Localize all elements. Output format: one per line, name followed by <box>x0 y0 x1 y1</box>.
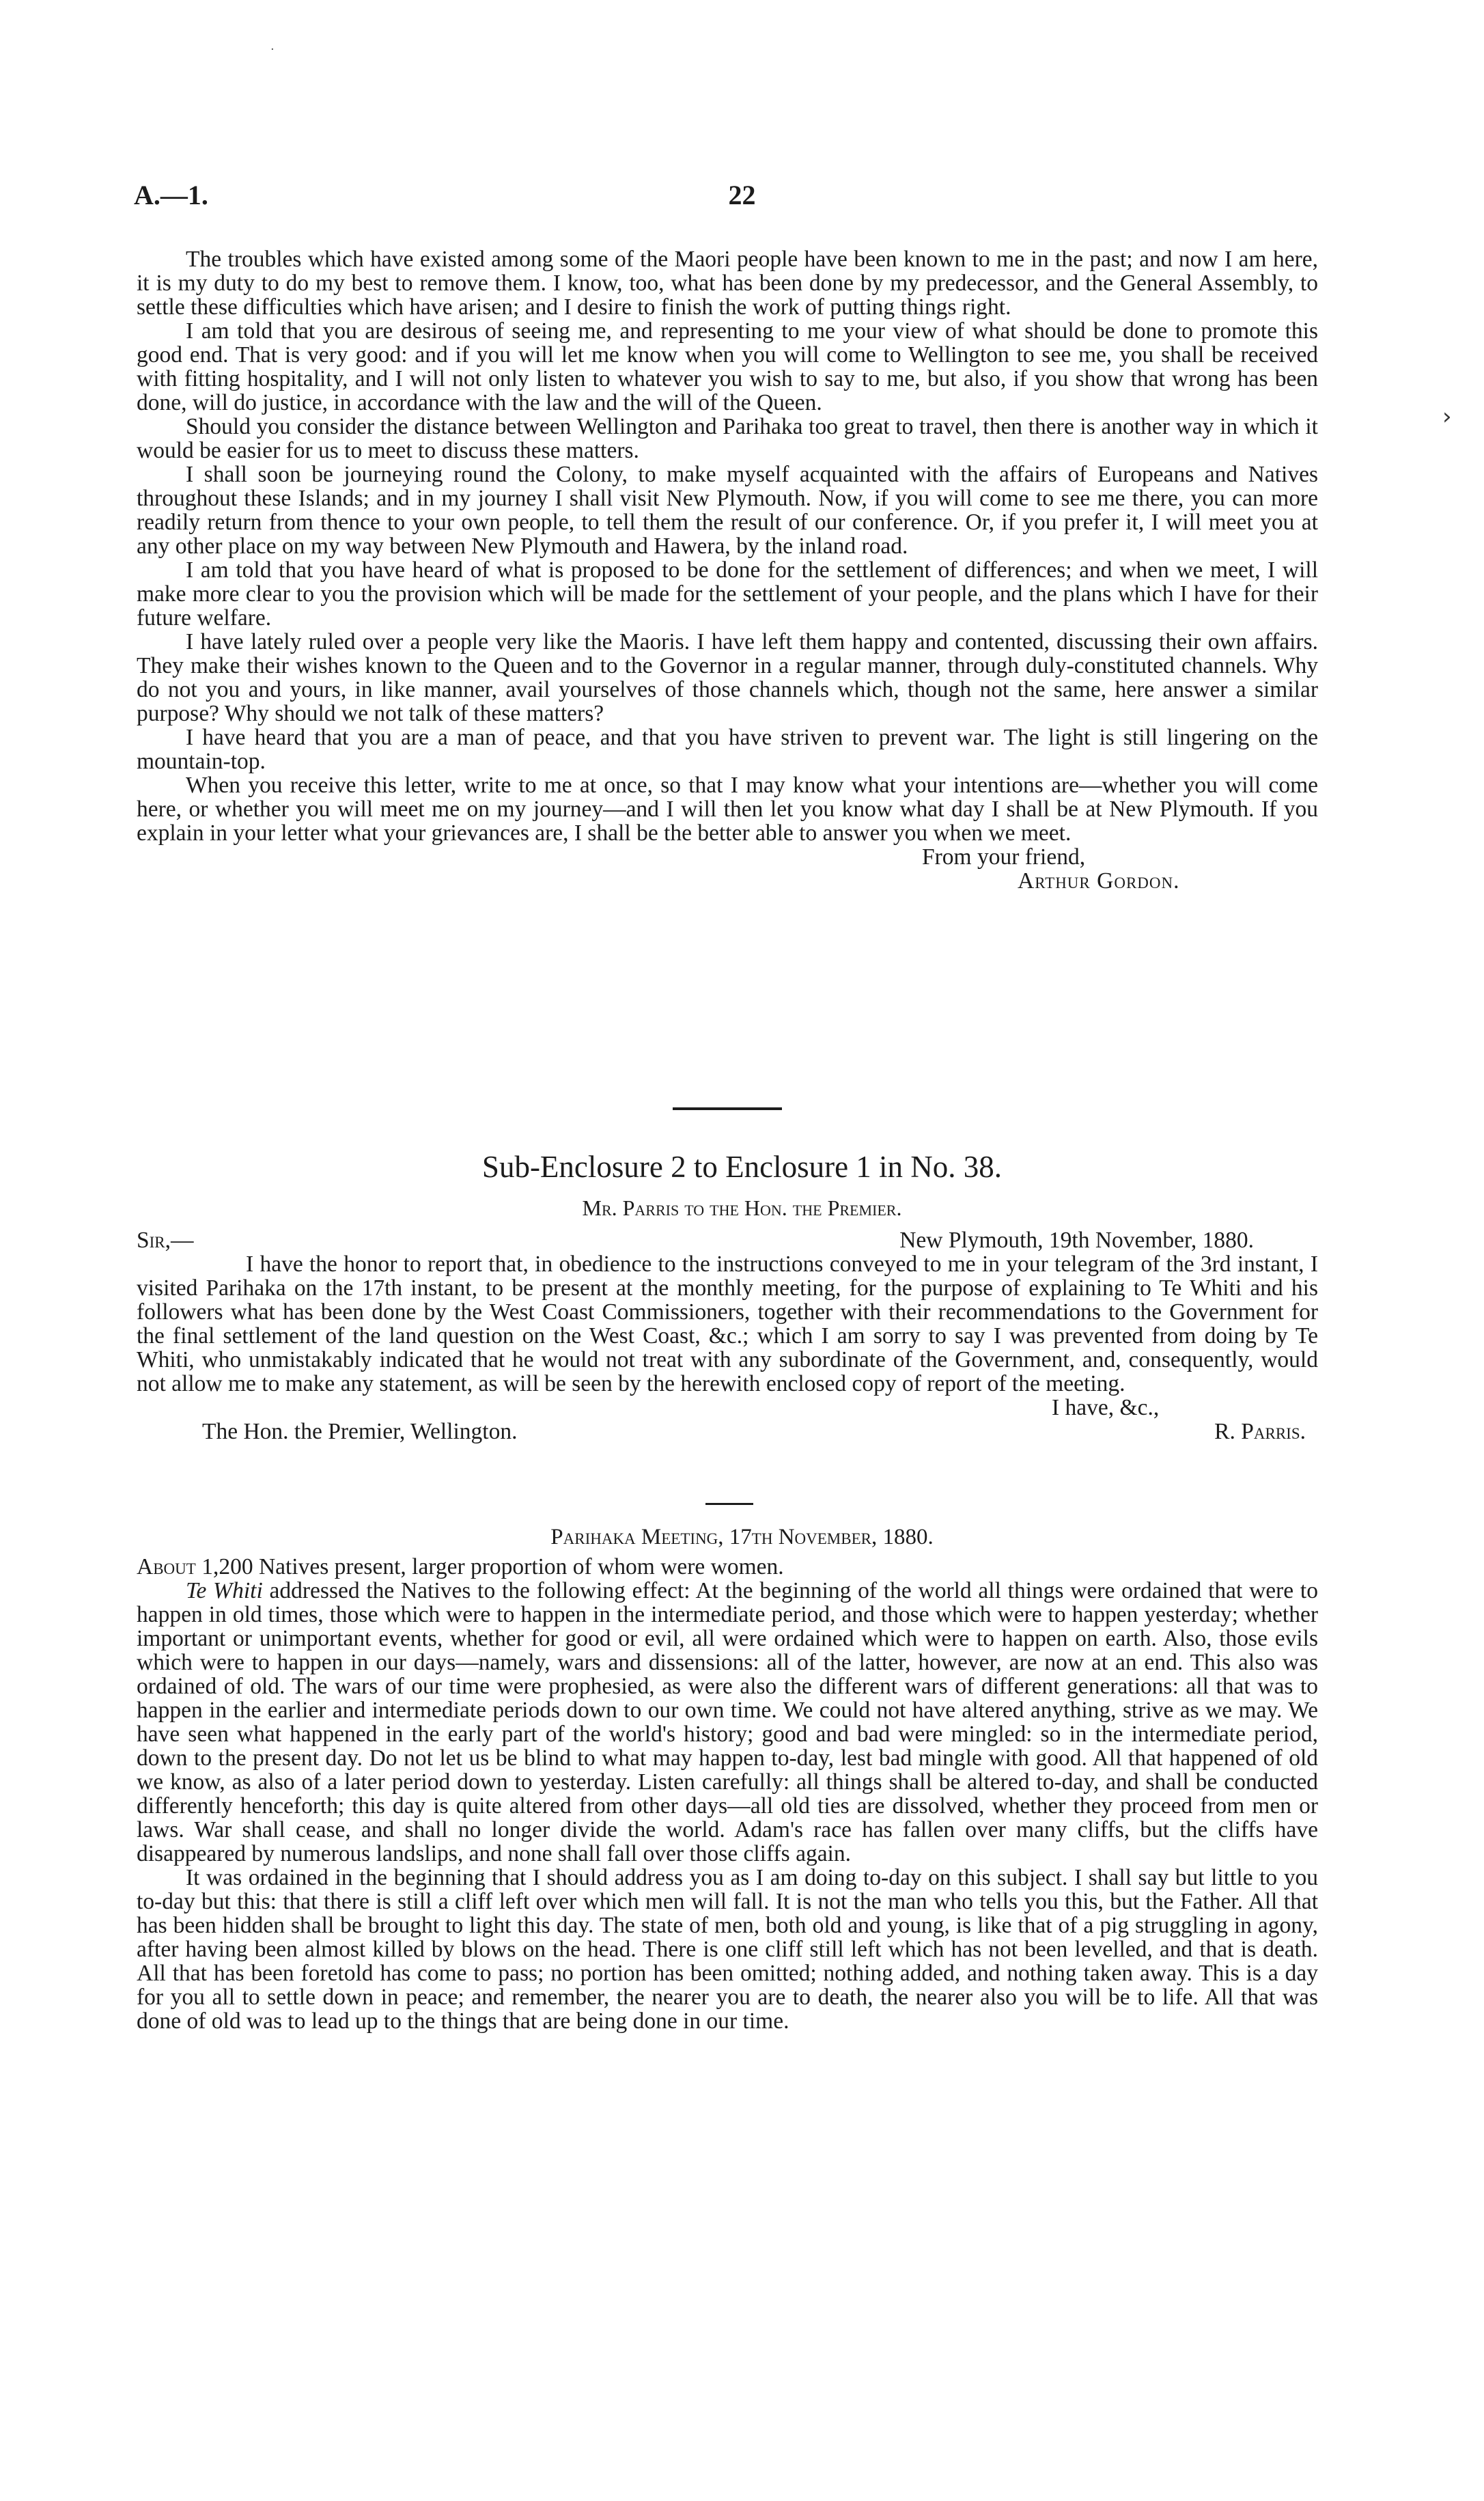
letter-signature: Arthur Gordon. <box>1018 868 1180 894</box>
letter-paragraph: When you receive this letter, write to me at once, so that I may know what your intentions are—whether you will come here, or whether you will meet me on my journey—and I will then let you know what day I shall be at New Plymouth. If you explain in your letter what your grievances are, I shall be the better able to answer you when we meet. <box>137 773 1318 846</box>
section-divider <box>673 1107 782 1110</box>
meeting-paragraph-text: addressed the Natives to the following effect: At the beginning of the world all things were ordained that were to happen in old times, those which were to happen in the intermediate period, and those which were to happen yesterday; whether important or unimportant events, whether for good or evil, all were ordained which were to happen on earth. Also, those evils which were to happen in our days—namely, wars and dissensions: all of the latter, however, are now at an end. This also was ordained of old. The wars of our time were prophesied, as were also the different wars of different generations: all that was to happen in the earlier and intermediate periods down to our own time. We could not have altered anything, strive as we may. We have seen what happened in the early part of the world's history; good and bad were mingled: so in the intermediate period, down to the present day. Do not let us be blind to what may happen to-day, lest bad mingle with good. All that happened of old we know, as also of a later period down to yesterday. Listen carefully: all things shall be altered to-day, and shall be conducted differently henceforth; this day is quite altered from other days—all old ties are dissolved, whether they proceed from men or laws. War shall cease, and shall no longer divide the world. Adam's race has fallen over many cliffs, but the cliffs have disappeared by numerous landslips, and none shall fall over those cliffs again. <box>137 1578 1318 1866</box>
letter-paragraph: Should you consider the distance between Wellington and Parihaka too great to travel, then there is another way in which it would be easier for us to meet to discuss these matters. <box>137 414 1318 463</box>
addressee-row <box>137 1420 1318 1443</box>
page-number: 22 <box>728 180 756 210</box>
meeting-paragraph <box>137 1579 1318 1866</box>
salutation-row <box>137 1228 1318 1252</box>
report-signature: R. Parris. <box>1214 1419 1306 1444</box>
intro-lead: About <box>137 1554 196 1579</box>
letter-body <box>137 247 1318 893</box>
place-date: New Plymouth, 19th November, 1880. <box>899 1228 1254 1253</box>
letter-signature-block <box>137 845 1318 893</box>
letter-paragraph: I am told that you are desirous of seeing me, and representing to me your view of what should be done to promote this good end. That is very good: and if you will let me know when you will come to Wellington to see me, you shall be received with fitting hospitality, and I will not only listen to whatever you wish to say to me, but also, if you show that wrong has been done, will do justice, in accordance with the law and the will of the Queen. <box>137 318 1318 415</box>
salutation: Sir,— <box>137 1228 194 1253</box>
meeting-title: Parihaka Meeting, 17th November, 1880. <box>550 1525 934 1549</box>
meeting-divider <box>705 1503 753 1505</box>
report-body <box>137 1228 1318 1443</box>
sub-enclosure-from-to: Mr. Parris to the Hon. the Premier. <box>582 1196 902 1220</box>
sub-enclosure-title: Sub-Enclosure 2 to Enclosure 1 in No. 38. <box>481 1150 1003 1184</box>
scan-speck: · <box>270 42 275 57</box>
addressee: The Hon. the Premier, Wellington. <box>202 1419 518 1444</box>
letter-paragraph: I have lately ruled over a people very like the Maoris. I have left them happy and contented, discussing their own affairs. They make their wishes known to the Queen and to the Governor in a regular manner, through duly-constituted channels. Why do not you and yours, in like manner, avail yourselves of those channels which, though not the same, here answer a similar purpose? Why should we not talk of these matters? <box>137 629 1318 726</box>
letter-paragraph: I have heard that you are a man of peace, and that you have striven to prevent war. The light is still lingering on the mountain-top. <box>137 725 1318 774</box>
letter-closing: From your friend, <box>922 844 1086 870</box>
intro-text: 1,200 Natives present, larger proportion of whom were women. <box>201 1554 784 1579</box>
meeting-intro <box>137 1555 1318 1579</box>
letter-paragraph: The troubles which have existed among some of the Maori people have been known to me in the past; and now I am here, it is my duty to do my best to remove them. I know, too, what has been done by my predecessor, and the General Assembly, to settle these difficulties which have arisen; and I desire to finish the work of putting things right. <box>137 247 1318 320</box>
letter-paragraph: I shall soon be journeying round the Colony, to make myself acquainted with the affairs of Europeans and Natives throughout these Islands; and in my journey I shall visit New Plymouth. Now, if you will come to see me there, you can more readily return from thence to your own people, to tell them the result of our conference. Or, if you prefer it, I will meet you at any other place on my way between New Plymouth and Hawera, by the inland road. <box>137 462 1318 559</box>
speaker-name: Te Whiti <box>186 1578 263 1603</box>
page-header <box>134 179 1350 220</box>
margin-mark: › <box>1442 403 1452 430</box>
meeting-paragraph: It was ordained in the beginning that I should address you as I am doing to-day on this subject. I shall say but little to you to-day but this: that there is still a cliff left over which men will fall. It is not the man who tells you this, but the Father. All that has been hidden shall be brought to light this day. The state of men, both old and young, is like that of a pig struggling in agony, after having been almost killed by blows on the head. There is one cliff still left which has not been levelled, and that is death. All that has been foretold has come to pass; no portion has been omitted; nothing added, and nothing taken away. This is a day for you all to settle down in peace; and remember, the nearer you are to death, the nearer also you will be to life. All that was done of old was to lead up to the things that are being done in our time. <box>137 1865 1318 2034</box>
letter-paragraph: I am told that you have heard of what is proposed to be done for the settlement of differences; and when we meet, I will make more clear to you the provision which will be made for the settlement of your people, and the plans which I have for their future welfare. <box>137 557 1318 631</box>
meeting-body <box>137 1555 1318 2033</box>
document-id: A.—1. <box>134 180 208 210</box>
report-paragraph: I have the honor to report that, in obedience to the instructions conveyed to me in your telegram of the 3rd instant, I visited Parihaka on the 17th instant, to be present at the monthly meeting, for the purpose of explaining to Te Whiti and his followers what has been done by the West Coast Commissioners, together with their recommendations to the Government for the final settlement of the land question on the West Coast, &c.; which I am sorry to say I was prevented from doing by Te Whiti, who unmistakably indicated that he would not treat with any subordinate of the Government, and, consequently, would not allow me to make any statement, as will be seen by the herewith enclosed copy of report of the meeting. <box>137 1252 1318 1396</box>
report-closing: I have, &c., <box>1052 1395 1160 1420</box>
